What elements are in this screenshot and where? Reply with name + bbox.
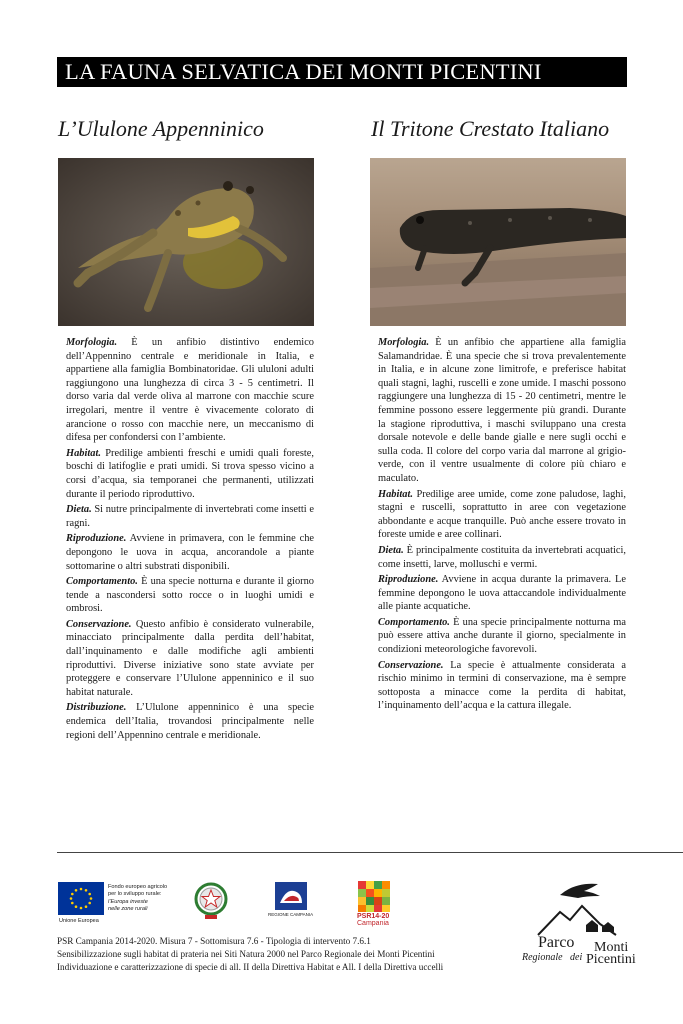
eafrd-text: Fondo europeo agricolo per lo sviluppo rurale: l’Europa investe nelle zone rurali — [108, 884, 168, 913]
eagle-mountains-icon — [520, 880, 630, 940]
regione-campania-logo — [274, 881, 308, 911]
eu-caption: Unione Europea — [59, 918, 99, 924]
right-section: Comportamento. È una specie principalmente notturna ma può essere attiva anche durante il giorno, specialmente in condizioni meteorologiche favorevoli. — [378, 616, 626, 656]
left-section: Conservazione. Questo anfibio è considerato vulnerabile, minacciato principalmente dalla perdita dell’habitat, dall’inquinamento e dalle modifiche agli ambienti riproduttivi. Diverse iniziative sono state avviate per proteggere e conservare l’Ululone appenninico e il suo habitat naturale. — [66, 618, 314, 698]
footer-line: Individuazione e caratterizzazione di specie di all. II della Direttiva Habitat e All. I della Direttiva uccelli — [57, 962, 444, 972]
newt-photo — [370, 158, 626, 326]
left-section: Morfologia. È un anfibio distintivo endemico dell’Appennino centrale e meridionale in Italia, e appartiene alla famiglia Bombinatoridae. Gli ululoni adulti raggiungono una lunghezza di circa 3 - 5 centimetri. Il dorso varia dal verde oliva al marrone con macchie scure irregolari, mentre il ventre è vivacemente colorato di arancione o rosso con macchie nere, un meccanismo di difesa per confondersi con l’ambiente. — [66, 337, 314, 444]
right-section: Morfologia. È un anfibio che appartiene alla famiglia Salamandridae. È una specie che si trova prevalentemente in Italia, e in alcune zone limitrofe, e preferisce habitat quali stagni, laghi, ruscelli e zone umide. I maschi possono raggiungere una lunghezza di 15 - 20 centimetri, mentre le femmine possono essere leggermente più grandi. Durante la stagione riproduttiva, i maschi sviluppano una cresta dorsale notevole e delle bande gialle e nere sugli occhi e sulla coda. Il colore del corpo varia dal marrone al grigio-verde, con il ventre usualmente di colore più chiaro e maculato. — [378, 337, 626, 484]
parco-monti-picentini-logo: Parco Monti Regionale dei Picentini — [520, 880, 630, 975]
psr-caption: PSR14-20 Campania — [357, 913, 390, 927]
left-section: Comportamento. È una specie notturna e durante il giorno tende a nascondersi sotto rocce o in luoghi umidi e ombrosi. — [66, 576, 314, 615]
right-text-column — [370, 336, 626, 715]
left-column-title: L’Ululone Appenninico — [58, 116, 264, 141]
left-section: Habitat. Predilige ambienti freschi e umidi quali foreste, boschi di latifoglie e prati umidi. Si trova spesso vicino a corsi d’acqua, sia temporanei che permanenti, utilizzati durante il periodo riproduttivo. — [66, 447, 314, 500]
right-section: Conservazione. La specie è attualmente considerata a rischio minimo in termini di conservazione, ma è sempre sottoposta a minacce come la perdita di habitat, l’inquinamento dell’acqua e la cattura illegale. — [378, 659, 626, 712]
eu-flag-logo — [58, 882, 104, 915]
left-section: Dieta. Si nutre principalmente di invertebrati come insetti e ragni. — [66, 504, 314, 529]
page-banner — [57, 57, 627, 87]
regione-campania-caption: REGIONE CAMPANIA — [268, 912, 314, 917]
right-column-title: Il Tritone Crestato Italiano — [371, 116, 610, 141]
italian-republic-emblem — [192, 880, 230, 922]
toad-photo — [58, 158, 314, 326]
left-section: Distribuzione. L’Ululone appenninico è una specie endemica dell’Italia, trovandosi principalmente nelle regioni dell’Appennino centrale e meridionale. — [66, 702, 314, 741]
right-section: Riproduzione. Avviene in acqua durante la primavera. Le femmine depongono le uova attaccandole individualmente alle piante acquatiche. — [378, 574, 626, 613]
right-section: Habitat. Predilige aree umide, come zone paludose, laghi, stagni e ruscelli, soprattutto in aree con vegetazione abbondante e acque tranquille. Può anche essere trovato in foreste umide e aree collinari. — [378, 488, 626, 541]
page-title: LA FAUNA SELVATICA DEI MONTI PICENTINI — [65, 59, 542, 84]
footer-line: PSR Campania 2014-2020. Misura 7 - Sottomisura 7.6 - Tipologia di intervento 7.6.1 — [57, 936, 371, 946]
footer-line: Sensibilizzazione sugli habitat di prateria nei Siti Natura 2000 nel Parco Regionale dei Monti Picentini — [57, 949, 435, 959]
psr-mosaic-logo — [358, 881, 390, 912]
footer-credits — [57, 935, 443, 974]
right-section: Dieta. È principalmente costituita da invertebrati acquatici, come insetti, larve, molluschi e vermi. — [378, 544, 626, 570]
footer-divider — [57, 852, 683, 853]
left-section: Riproduzione. Avviene in primavera, con le femmine che depongono le uova in acqua, ancorandole a piante sottomarine o altri substrati disponibili. — [66, 533, 314, 572]
left-text-column — [58, 336, 314, 744]
